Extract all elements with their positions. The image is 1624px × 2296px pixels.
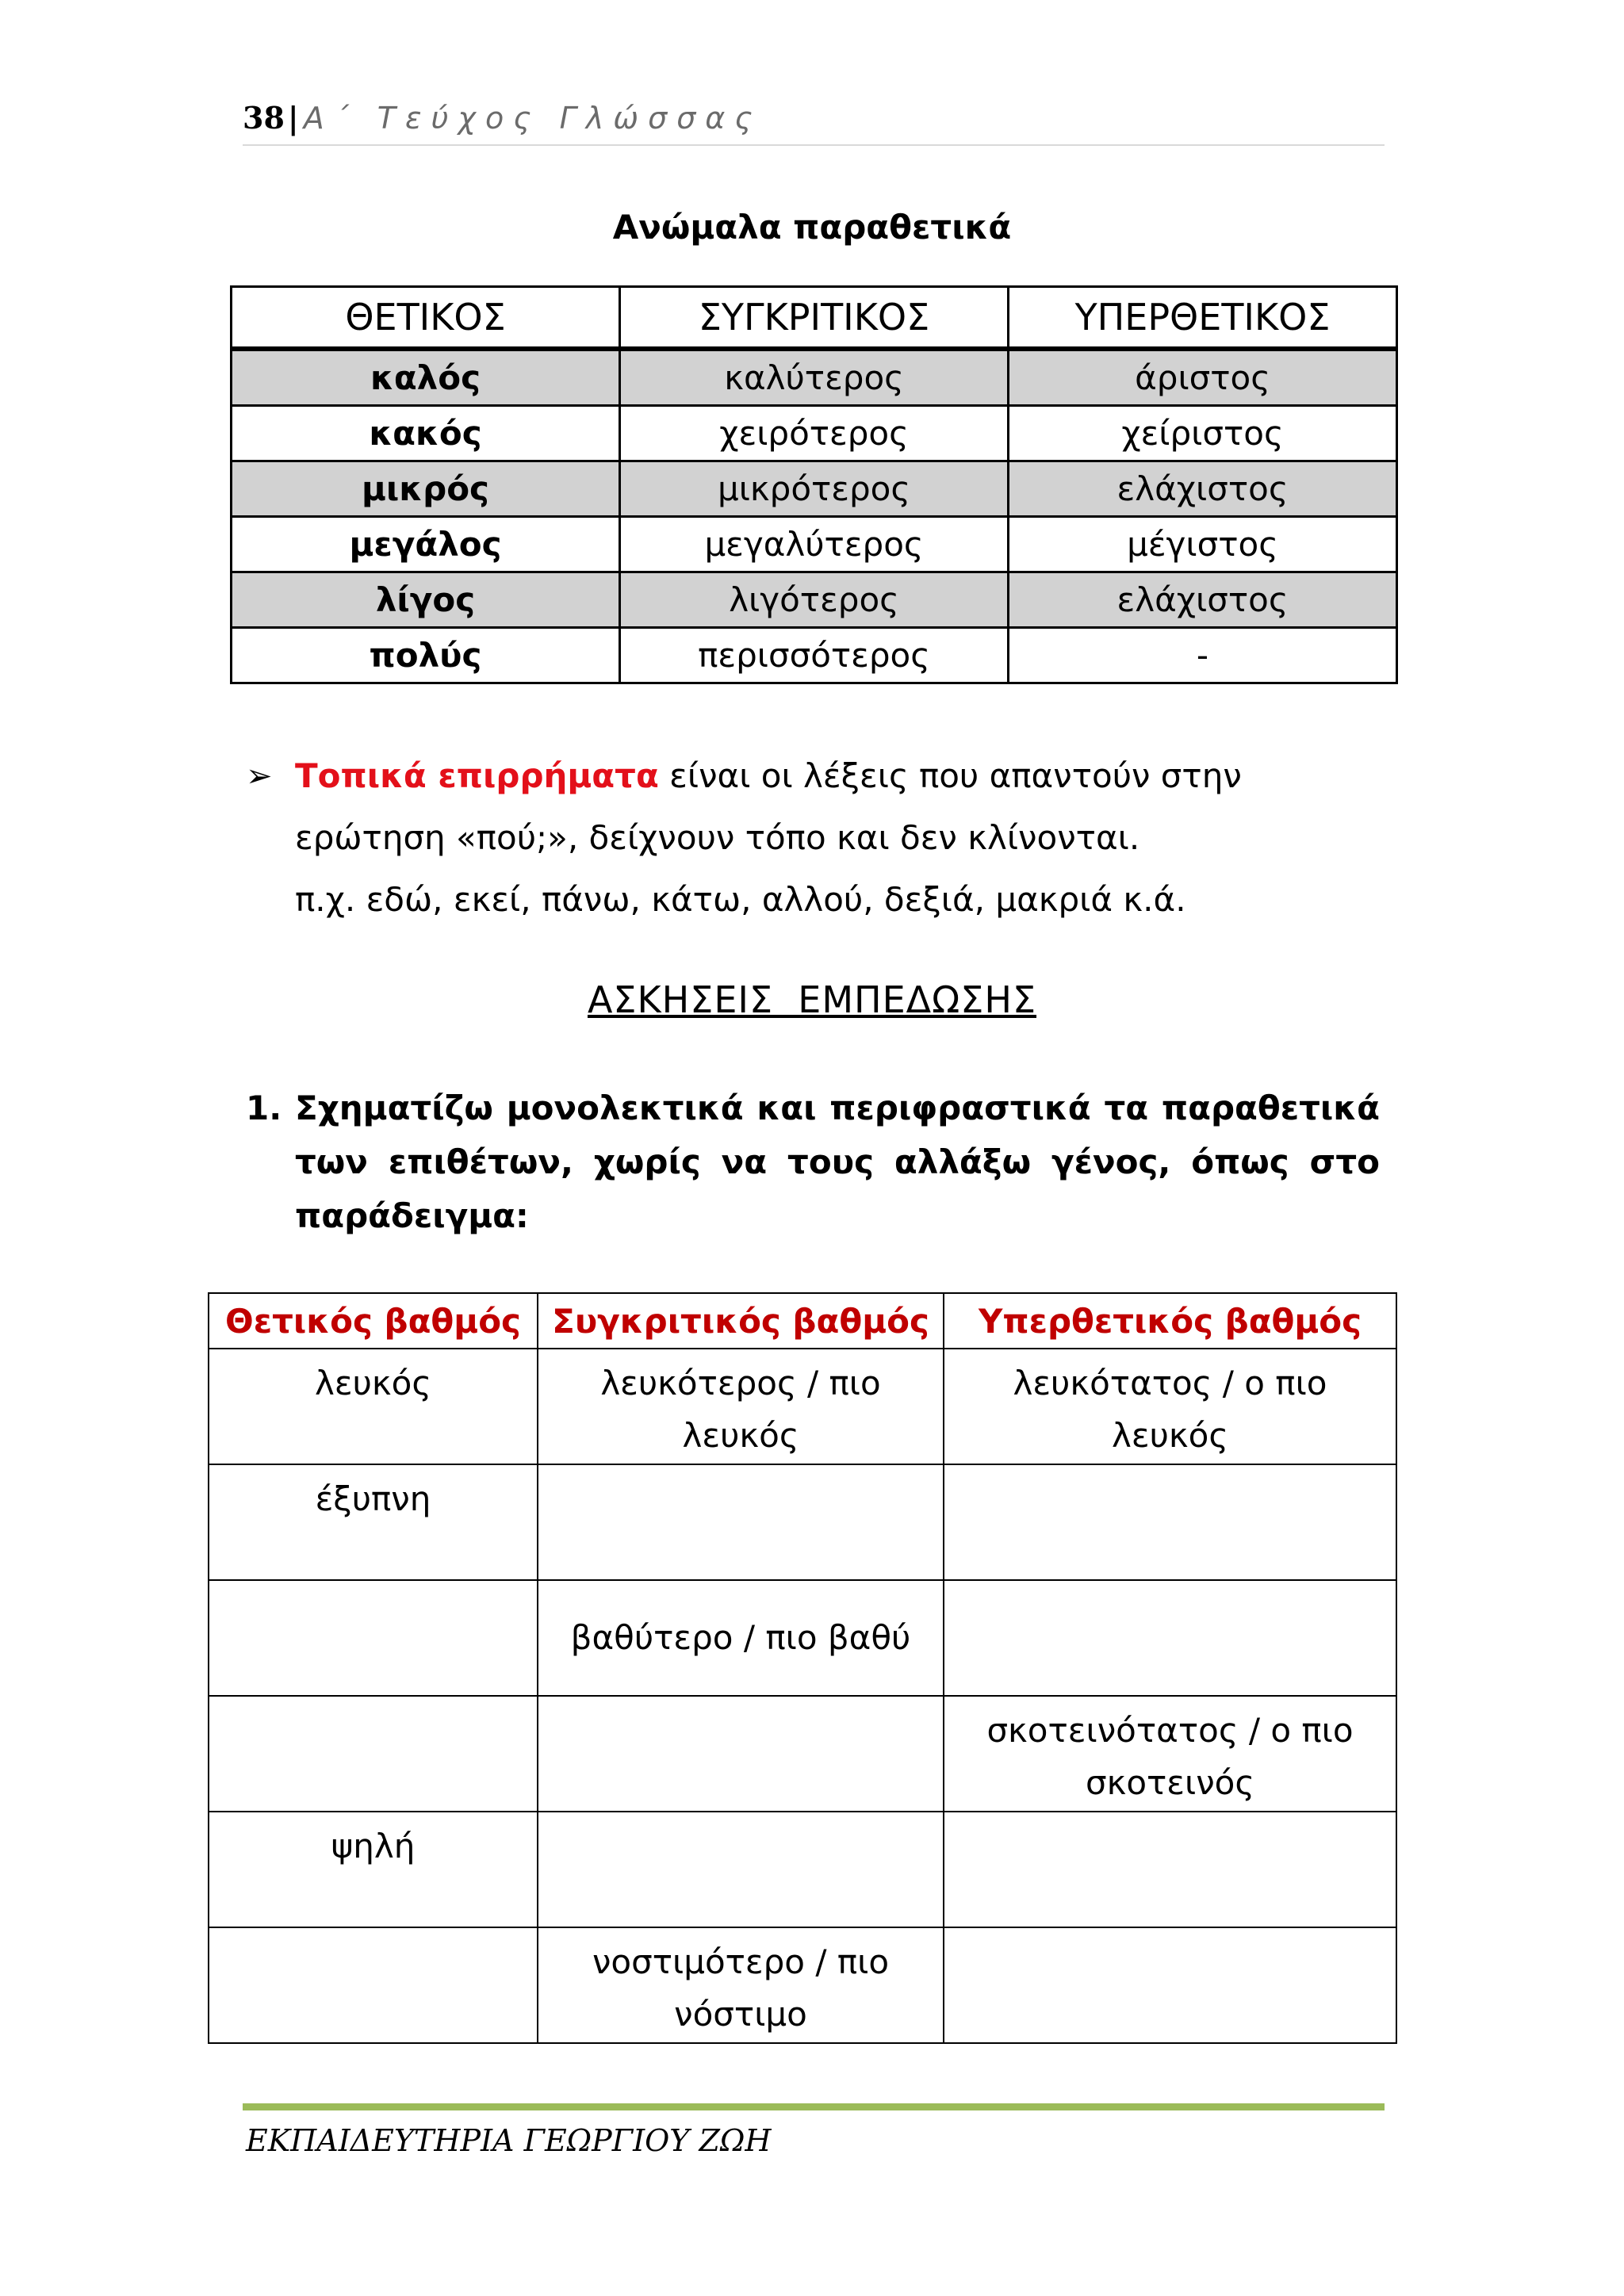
comparative-cell: καλύτερος: [620, 349, 1009, 406]
table-header-row: [209, 1293, 1396, 1349]
table-row: [232, 517, 1397, 572]
column-header: Θετικός βαθμός: [209, 1293, 538, 1349]
table-row: [232, 406, 1397, 461]
highlighted-term: Τοπικά επιρρήματα: [295, 756, 659, 795]
positive-cell: μικρός: [232, 461, 620, 517]
superlative-cell: σκοτεινότατος / ο πιο σκοτεινός: [944, 1696, 1396, 1812]
comparative-cell: βαθύτερο / πιο βαθύ: [538, 1580, 944, 1696]
superlative-cell: [944, 1927, 1396, 2043]
page-number: 38: [243, 100, 285, 136]
irregular-comparatives-table: [230, 285, 1398, 684]
note-body: [295, 745, 1388, 931]
superlative-cell: άριστος: [1009, 349, 1397, 406]
table-row: [209, 1349, 1396, 1464]
table-row: [232, 628, 1397, 683]
table-row: [232, 349, 1397, 406]
column-header: ΘΕΤΙΚΟΣ: [232, 287, 620, 350]
local-adverbs-note: [246, 745, 1388, 931]
comparative-cell: λιγότερος: [620, 572, 1009, 628]
header-title: Α΄ Τεύχος Γλώσσας: [303, 101, 762, 136]
superlative-cell: χείριστος: [1009, 406, 1397, 461]
superlative-cell: [944, 1580, 1396, 1696]
comparative-cell: [538, 1812, 944, 1927]
exercises-title: ΑΣΚΗΣΕΙΣ ΕΜΠΕΔΩΣΗΣ: [587, 978, 1037, 1021]
comparative-cell: νοστιμότερο / πιο νόστιμο: [538, 1927, 944, 2043]
positive-cell: μεγάλος: [232, 517, 620, 572]
table-header-row: [232, 287, 1397, 350]
column-header: ΣΥΓΚΡΙΤΙΚΟΣ: [620, 287, 1009, 350]
superlative-cell: [944, 1464, 1396, 1580]
note-examples: π.χ. εδώ, εκεί, πάνω, κάτω, αλλού, δεξιά, μακριά κ.ά.: [295, 880, 1186, 919]
table-row: [209, 1580, 1396, 1696]
positive-cell: [209, 1696, 538, 1812]
superlative-cell: ελάχιστος: [1009, 572, 1397, 628]
comparative-cell: χειρότερος: [620, 406, 1009, 461]
column-header: Υπερθετικός βαθμός: [944, 1293, 1396, 1349]
comparative-cell: μεγαλύτερος: [620, 517, 1009, 572]
superlative-cell: [944, 1812, 1396, 1927]
column-header: Συγκριτικός βαθμός: [538, 1293, 944, 1349]
table-row: [209, 1927, 1396, 2043]
table-row: [209, 1464, 1396, 1580]
positive-cell: κακός: [232, 406, 620, 461]
column-header: ΥΠΕΡΘΕΤΙΚΟΣ: [1009, 287, 1397, 350]
table-row: [209, 1696, 1396, 1812]
table-row: [232, 572, 1397, 628]
footer-divider: [243, 2103, 1385, 2110]
note-text: είναι οι λέξεις που απαντούν στην ερώτηση «πού;», δείχνουν τόπο και δεν κλίνονται.: [295, 756, 1242, 857]
comparative-cell: μικρότερος: [620, 461, 1009, 517]
superlative-cell: ελάχιστος: [1009, 461, 1397, 517]
superlative-cell: -: [1009, 628, 1397, 683]
positive-cell: [209, 1927, 538, 2043]
page-header: [243, 100, 1385, 146]
superlative-cell: λευκότατος / ο πιο λευκός: [944, 1349, 1396, 1464]
comparative-cell: λευκότερος / πιο λευκός: [538, 1349, 944, 1464]
superlative-cell: μέγιστος: [1009, 517, 1397, 572]
section-title: Ανώμαλα παραθετικά: [612, 208, 1012, 247]
comparative-cell: περισσότερος: [620, 628, 1009, 683]
exercise-instruction: [246, 1081, 1380, 1243]
positive-cell: [209, 1580, 538, 1696]
positive-cell: λίγος: [232, 572, 620, 628]
comparative-cell: [538, 1464, 944, 1580]
positive-cell: ψηλή: [209, 1812, 538, 1927]
table-row: [209, 1812, 1396, 1927]
positive-cell: έξυπνη: [209, 1464, 538, 1580]
footer-text: ΕΚΠΑΙΔΕΥΤΗΡΙΑ ΓΕΩΡΓΙΟΥ ΖΩΗ: [246, 2123, 772, 2158]
exercise-number: 1.: [246, 1089, 282, 1127]
comparative-cell: [538, 1696, 944, 1812]
table-row: [232, 461, 1397, 517]
positive-cell: πολύς: [232, 628, 620, 683]
arrow-bullet-icon: ➢: [246, 758, 273, 794]
positive-cell: καλός: [232, 349, 620, 406]
exercise-text: Σχηματίζω μονολεκτικά και περιφραστικά τα παραθετικά των επιθέτων, χωρίς να τους αλλάξω γένος, όπως στο παράδειγμα:: [295, 1089, 1380, 1235]
positive-cell: λευκός: [209, 1349, 538, 1464]
exercise-table: [208, 1292, 1397, 2044]
header-separator: |: [287, 100, 299, 136]
